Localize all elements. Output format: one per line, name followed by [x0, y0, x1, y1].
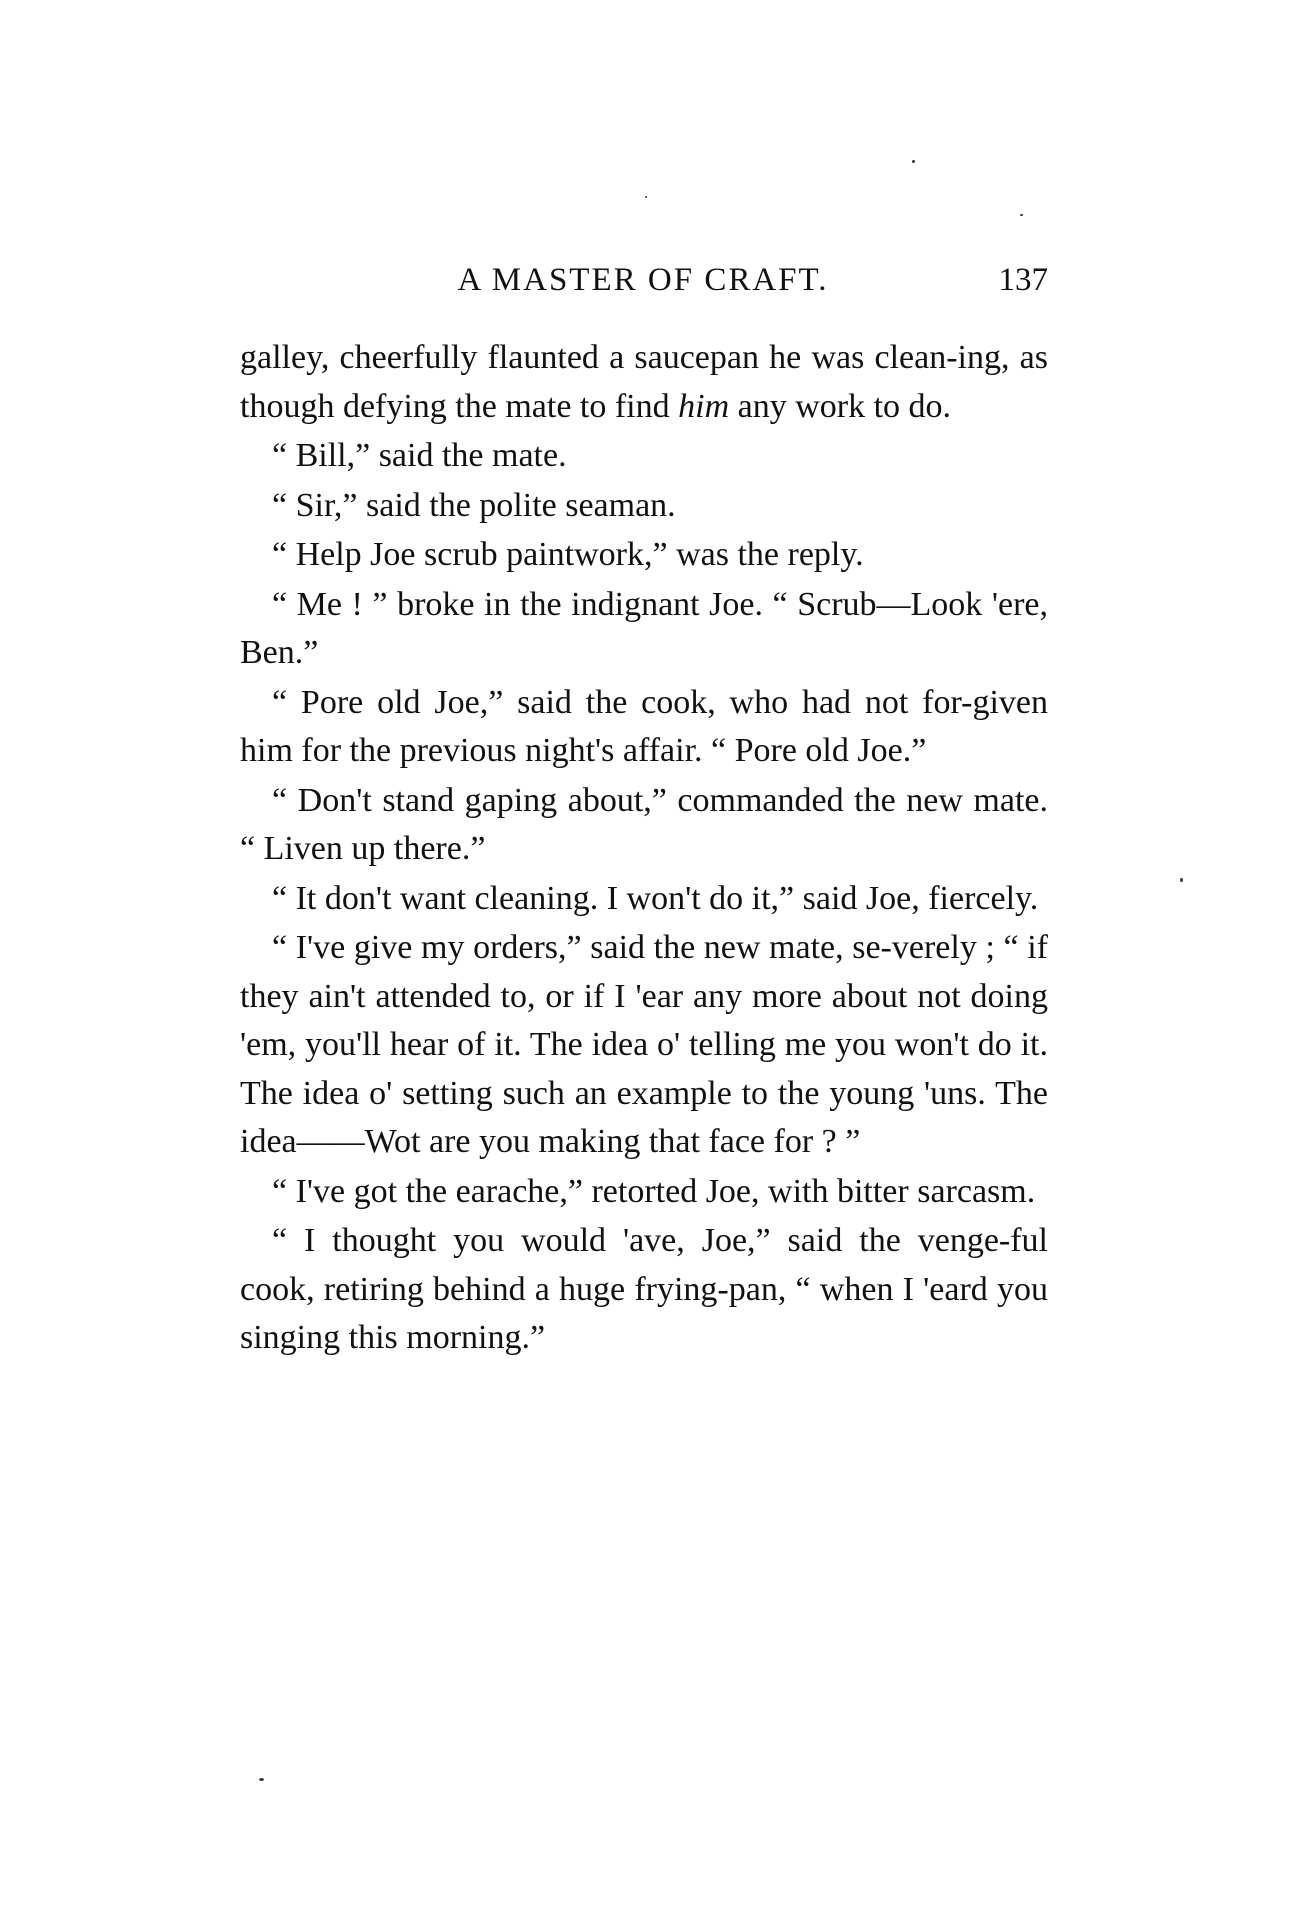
paragraph-11: “ I thought you would 'ave, Joe,” said the venge-ful cook, retiring behind a huge frying-pan, “ when I 'eard you singing this morning.” — [240, 1222, 1048, 1356]
page-number: 137 — [998, 262, 1048, 298]
paragraph-6: “ Pore old Joe,” said the cook, who had not for-given him for the previous night's affair. “ Pore old Joe.” — [240, 683, 1048, 769]
paragraph-10: “ I've got the earache,” retorted Joe, with bitter sarcasm. — [272, 1172, 1036, 1210]
paragraph-5: “ Me ! ” broke in the indignant Joe. “ Scrub—Look 'ere, Ben.” — [240, 585, 1048, 671]
paragraph-1-end: any work to do. — [729, 387, 952, 425]
scan-speck — [259, 1778, 264, 1781]
scan-speck — [1180, 878, 1183, 882]
scan-speck — [645, 196, 647, 198]
emphasis-him: him — [678, 387, 730, 425]
paragraph-4: “ Help Joe scrub paintwork,” was the reply. — [272, 536, 864, 573]
paragraph-8: “ It don't want cleaning. I won't do it,” said Joe, fiercely. — [272, 879, 1039, 917]
paragraph-1-start: galley, cheerfully flaunted a saucepan he was clean-ing, as though defying the mate to find — [240, 339, 1048, 425]
paragraph-7: “ Don't stand gaping about,” commanded the new mate. “ Liven up there.” — [240, 781, 1048, 867]
paragraph-1 — [240, 334, 1048, 431]
paragraph-3: “ Sir,” said the polite seaman. — [272, 486, 676, 524]
body-text — [240, 334, 1048, 1363]
running-head — [238, 262, 1048, 312]
running-title: A MASTER OF CRAFT. — [457, 262, 829, 298]
paragraph-2: “ Bill,” said the mate. — [272, 437, 567, 474]
scan-speck — [1020, 214, 1023, 216]
scan-speck — [912, 160, 915, 163]
paragraph-9: “ I've give my orders,” said the new mate, se-verely ; “ if they ain't attended to, or if I 'ear any more about not doing 'em, you'll hear of it. The idea o' telling me you won't do it. The idea o' setting such an example to the young 'uns. The idea——Wot are you making that face for ? ” — [240, 929, 1048, 1160]
